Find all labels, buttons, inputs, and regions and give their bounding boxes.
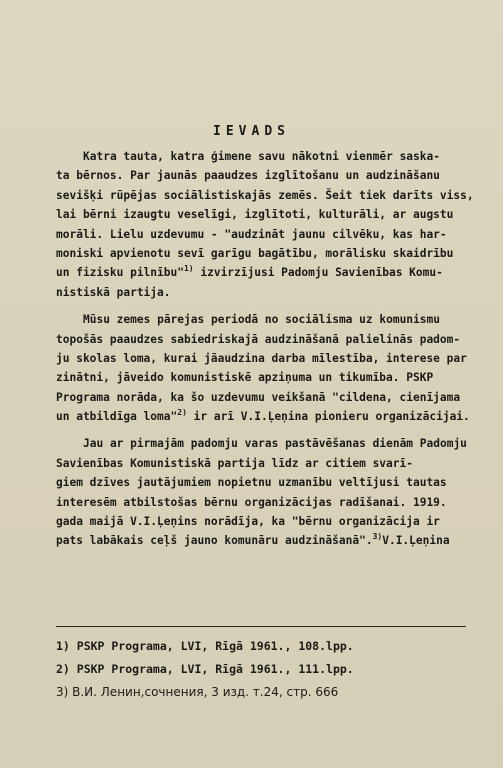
footnote-2: 2) PSKP Programa, LVI, Rīgā 1961., 111.lpp. <box>56 662 354 676</box>
footnote-divider <box>56 626 466 627</box>
footnote-ref-3: 3) <box>372 532 383 542</box>
text-line: gada maijā V.I.Ļeņins norādīja, ka "bērnu organizācija ir <box>56 515 440 529</box>
footnote-ref-2: 2) <box>177 408 187 418</box>
text-line: lai bērni izaugtu veselīgi, izglītoti, kulturāli, ar augstu <box>56 208 454 222</box>
text-fragment: un fizisku pilnību" <box>56 266 184 280</box>
text-fragment: un atbildīga loma" <box>56 410 178 424</box>
text-line-with-ref <box>56 407 494 426</box>
text-line: moniski apvienotu sevī garīgu bagātību, morālisku skaidrību <box>56 246 454 260</box>
text-line: Jau ar pirmajām padomju varas pastāvēšanas dienām Padomju <box>83 437 467 451</box>
text-line: morāli. Lielu uzdevumu - "audzināt jaunu cilvēku, kas har- <box>56 227 447 241</box>
text-line-with-ref <box>56 263 494 282</box>
text-fragment: ir arī V.I.Ļeņina pionieru organizācijai. <box>186 410 470 424</box>
body-text <box>56 147 494 551</box>
text-line: ju skolas loma, kurai jāaudzina darba mīlestība, interese par <box>56 351 467 365</box>
text-line: ta bērnos. Par jaunās paaudzes izglītošanu un audzināšanu <box>56 169 440 183</box>
text-line: Mūsu zemes pārejas periodā no sociālisma uz komunismu <box>83 313 440 327</box>
text-line: topošās paaudzes sabiedriskajā audzināšanā palielinās padom- <box>56 332 461 346</box>
text-fragment: pats labākais ceļš jauno komunāru audzināšanā". <box>56 534 373 548</box>
text-line: Programa norāda, ka šo uzdevumu veikšanā "cildena, cienījama <box>56 390 461 404</box>
text-line: nistiskā partija. <box>56 285 171 299</box>
bleed-through-text <box>56 34 476 98</box>
text-line: Savienības Komunistiskā partija līdz ar citiem svarī- <box>56 456 413 470</box>
footnote-ref-1: 1) <box>183 264 194 274</box>
text-line: Katra tauta, katra ģimene savu nākotni vienmēr saska- <box>83 150 440 163</box>
text-line: sevišķi rūpējas sociālistiskajās zemēs. Šeit tiek darīts viss, <box>56 188 474 202</box>
text-line: zinātni, jāveido komunistiskē apziņuma un tikumība. PSKP <box>56 371 434 385</box>
footnotes <box>56 635 486 704</box>
text-line-with-ref <box>56 531 494 550</box>
text-fragment: izvirzījusi Padomju Savienības Komu- <box>193 266 443 280</box>
text-line: interesēm atbilstošas bērnu organizācijas radīšanai. 1919. <box>56 495 447 509</box>
footnote-1: 1) PSKP Programa, LVI, Rīgā 1961., 108.lpp. <box>56 639 354 653</box>
text-fragment: V.I.Ļeņina <box>382 534 450 548</box>
text-line: giem dzīves jautājumiem nopietnu uzmanību veltījusi tautas <box>56 476 447 490</box>
page-title: IEVADS <box>213 124 290 139</box>
footnote-3: 3) В.И. Ленин,сочнения, 3 изд. т.24, стр. 666 <box>56 685 339 699</box>
